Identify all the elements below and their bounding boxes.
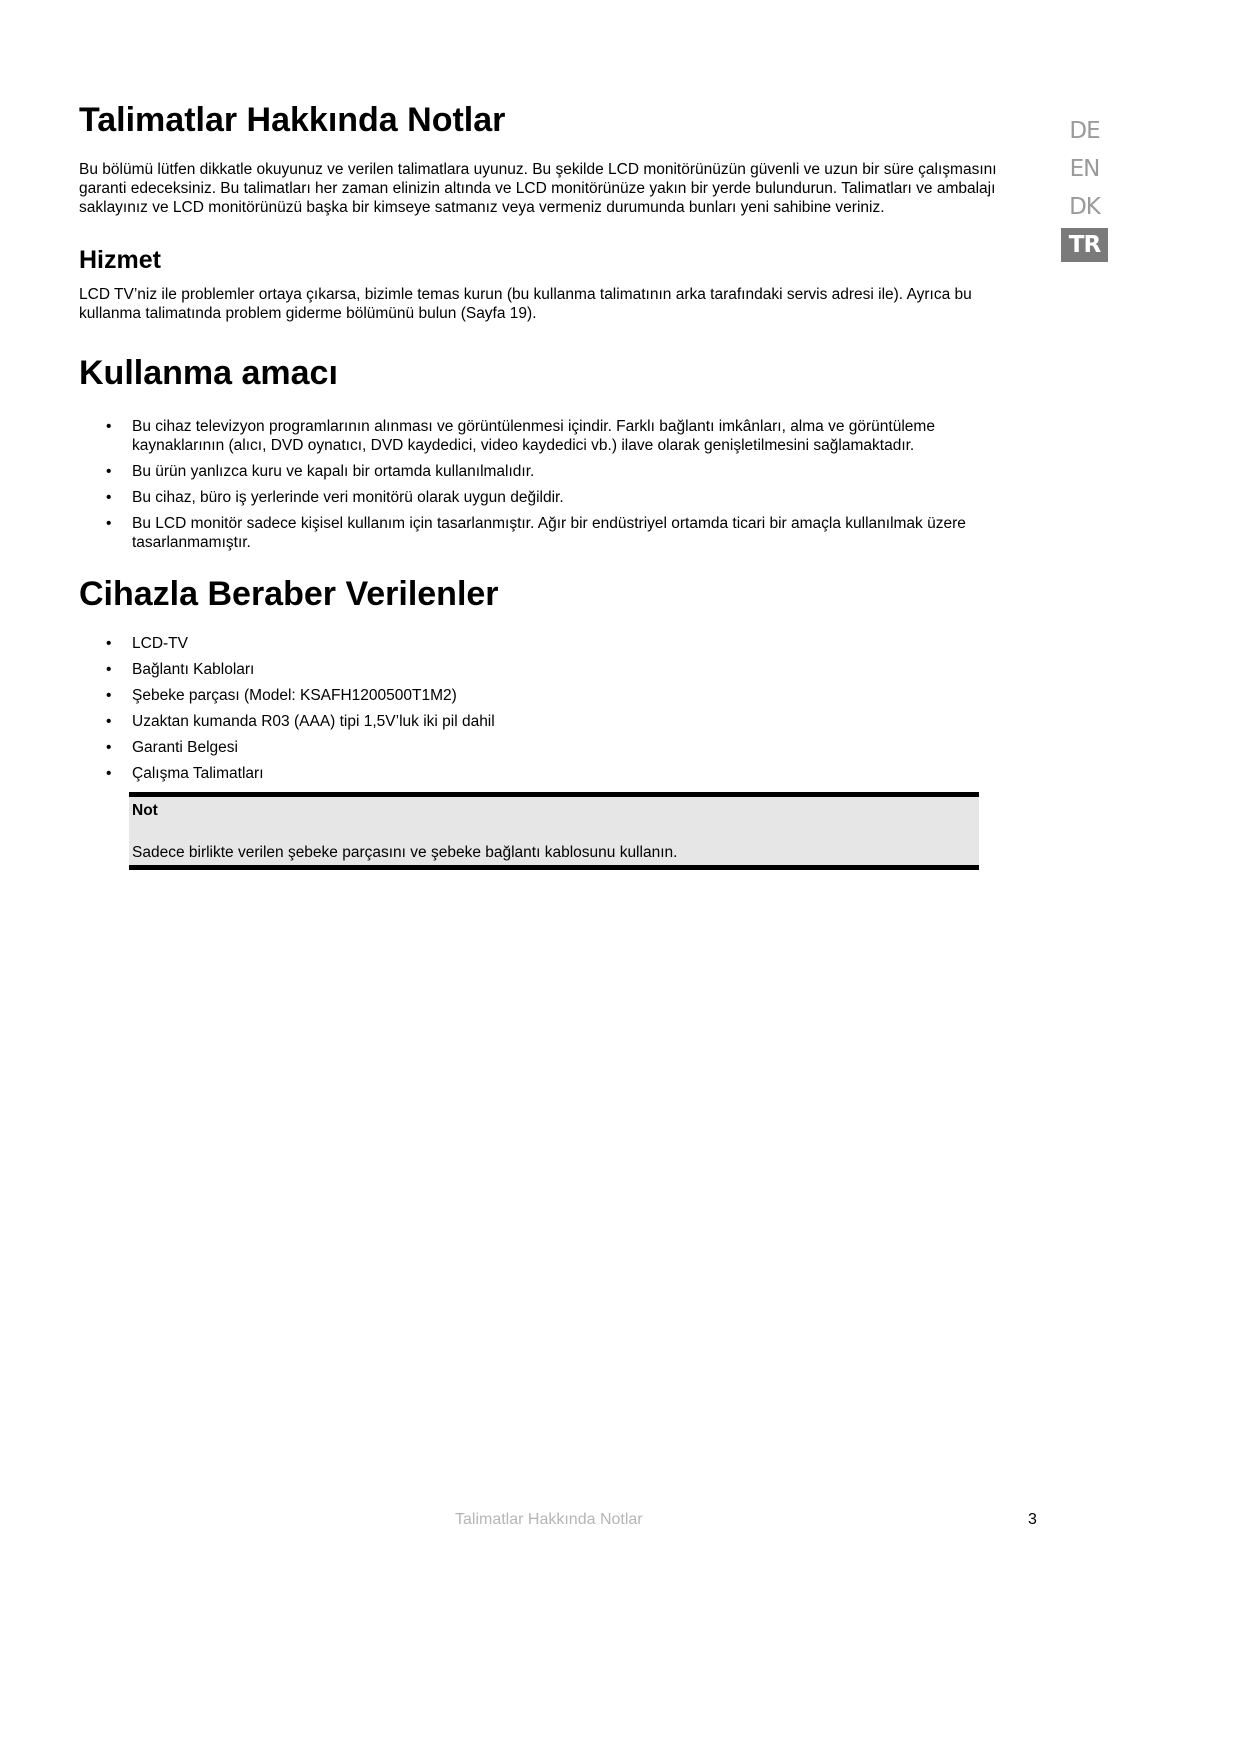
language-tabs [1061,114,1108,266]
page-number: 3 [1028,1511,1037,1528]
included-list [79,634,1029,783]
section-title-included: Cihazla Beraber Verilenler [79,575,499,613]
included-list-item: • Şebeke parçası (Model: KSAFH1200500T1M2) [79,686,1029,705]
document-body [79,96,1029,870]
service-paragraph: LCD TV’niz ile problemler ortaya çıkarsa, bizimle temas kurun (bu kullanma talimatının arka tarafındaki servis adresi ile). Ayrıca bu kullanma talimatında problem giderme bölümünü bulun (Sayfa 19). [79,286,972,322]
section-title-purpose: Kullanma amacı [79,354,338,392]
language-tab-dk[interactable]: DK [1061,190,1108,224]
included-list-item: • Bağlantı Kabloları [79,660,1029,679]
language-tab-de[interactable]: DE [1061,114,1108,148]
language-tab-en[interactable]: EN [1061,152,1108,186]
purpose-list-item: • Bu LCD monitör sadece kişisel kullanım için tasarlanmıştır. Ağır bir endüstriyel ortamda ticari bir amaçla kullanılmak üzere tasarlanmamıştır. [79,514,1029,552]
notes-paragraph: Bu bölümü lütfen dikkatle okuyunuz ve verilen talimatlara uyunuz. Bu şekilde LCD monitörünüzün güvenli ve uzun bir süre çalışmasını garanti edeceksiniz. Bu talimatları her zaman elinizin altında ve LCD monitörünüze yakın bir yerde bulundurun. Talimatları ve ambalajı saklayınız ve LCD monitörünüzü başka bir kimseye satmanız veya vermeniz durumunda bunları yeni sahibine veriniz. [79,161,997,216]
section-title-service: Hizmet [79,246,161,274]
footer-title: Talimatlar Hakkında Notlar [455,1511,643,1528]
included-list-item: • Çalışma Talimatları [79,764,1029,783]
included-list-item: • LCD-TV [79,634,1029,653]
included-list-item: • Garanti Belgesi [79,738,1029,757]
included-list-item: • Uzaktan kumanda R03 (AAA) tipi 1,5V’luk iki pil dahil [79,712,1029,731]
purpose-list-item: • Bu cihaz televizyon programlarının alınması ve görüntülenmesi içindir. Farklı bağlantı imkânları, alma ve görüntüleme kaynaklarının (alıcı, DVD oynatıcı, DVD kaydedici, video kaydedici vb.) ilave olarak genişletilmesini sağlamaktadır. [79,417,1029,455]
note-title: Not [132,802,158,819]
purpose-list [79,417,1029,552]
purpose-list-item: • Bu cihaz, büro iş yerlerinde veri monitörü olarak uygun değildir. [79,488,1029,507]
note-text: Sadece birlikte verilen şebeke parçasını ve şebeke bağlantı kablosunu kullanın. [132,844,678,861]
purpose-list-item: • Bu ürün yanlızca kuru ve kapalı bir ortamda kullanılmalıdır. [79,462,1029,481]
section-title-notes: Talimatlar Hakkında Notlar [79,101,506,139]
language-tab-tr[interactable]: TR [1061,228,1108,262]
note-box [129,792,979,870]
